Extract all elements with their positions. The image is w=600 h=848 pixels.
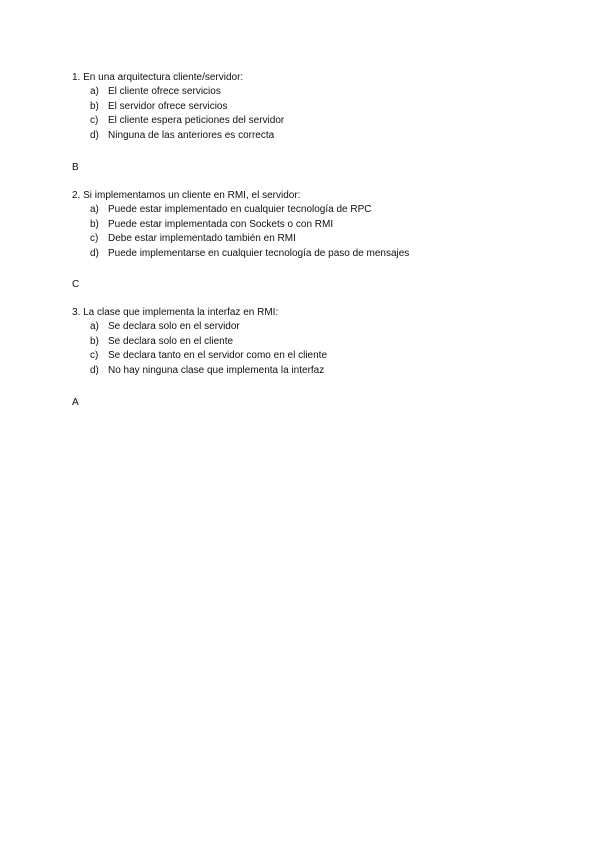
answer-1: B	[72, 162, 79, 173]
option-text: Se declara solo en el servidor	[108, 321, 240, 332]
option-item	[72, 85, 552, 100]
option-item	[72, 320, 552, 335]
option-letter: c)	[90, 350, 99, 362]
option-item	[72, 100, 552, 115]
option-letter: a)	[90, 204, 99, 215]
option-item	[72, 114, 552, 129]
question-3-options	[72, 320, 552, 379]
option-letter: d)	[90, 365, 99, 377]
option-text: Se declara tanto en el servidor como en el cliente	[108, 350, 328, 362]
option-item	[72, 232, 552, 247]
question-2-text: 2. Si implementamos un cliente en RMI, el servidor:	[72, 190, 301, 201]
question-2	[72, 188, 552, 262]
option-text: No hay ninguna clase que implementa la interfaz	[108, 365, 325, 377]
question-1-text: 1. En una arquitectura cliente/servidor:	[72, 72, 244, 83]
option-text: Debe estar implementado también en RMI	[108, 233, 296, 245]
option-item	[72, 203, 552, 218]
option-letter: b)	[90, 218, 99, 230]
option-item	[72, 247, 552, 262]
option-text: El cliente ofrece servicios	[108, 86, 221, 97]
option-text: Puede implementarse en cualquier tecnología de paso de mensajes	[108, 248, 410, 260]
question-1	[72, 70, 552, 144]
answer-3: A	[72, 397, 79, 408]
option-letter: d)	[90, 248, 99, 260]
option-text: Ninguna de las anteriores es correcta	[108, 130, 275, 142]
option-text: El servidor ofrece servicios	[108, 100, 228, 112]
option-item	[72, 335, 552, 350]
option-letter: c)	[90, 115, 99, 127]
option-letter: b)	[90, 335, 99, 347]
option-letter: a)	[90, 321, 99, 332]
question-3	[72, 305, 552, 379]
question-3-text: 3. La clase que implementa la interfaz en RMI:	[72, 307, 279, 318]
option-item	[72, 364, 552, 379]
option-item	[72, 129, 552, 144]
option-letter: d)	[90, 130, 99, 142]
option-text: Puede estar implementada con Sockets o con RMI	[108, 218, 334, 230]
question-2-options	[72, 203, 552, 262]
option-item	[72, 218, 552, 233]
option-text: El cliente espera peticiones del servidor	[108, 115, 285, 127]
option-letter: a)	[90, 86, 99, 97]
answer-2: C	[72, 279, 80, 290]
option-text: Se declara solo en el cliente	[108, 335, 234, 347]
option-text: Puede estar implementado en cualquier tecnología de RPC	[108, 204, 372, 215]
question-1-options	[72, 85, 552, 144]
option-letter: b)	[90, 100, 99, 112]
option-letter: c)	[90, 233, 99, 245]
option-item	[72, 349, 552, 364]
